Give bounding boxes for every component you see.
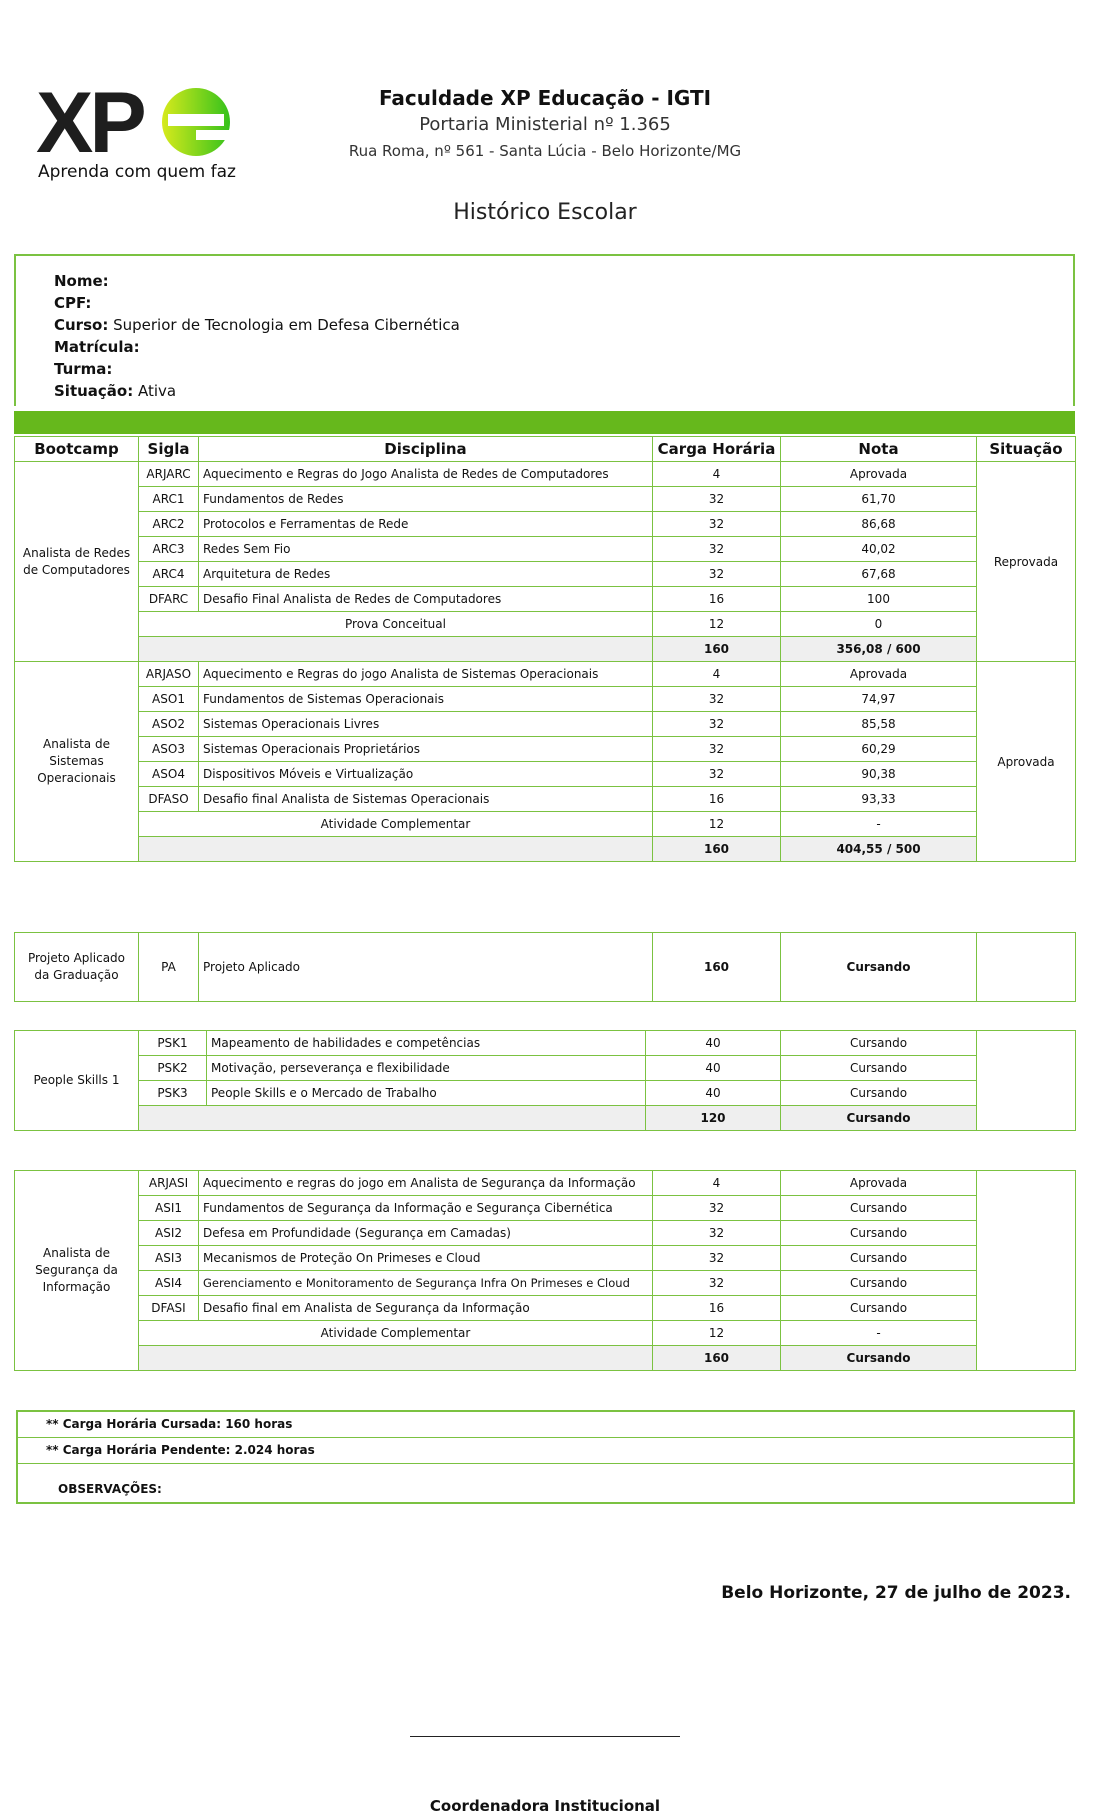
table-row: [15, 562, 1076, 587]
table-cell: Cursando: [781, 933, 977, 1002]
table-row: [15, 612, 1076, 637]
table-row: [15, 462, 1076, 487]
table-cell: Cursando: [781, 1221, 977, 1246]
student-turma: Turma:: [54, 360, 113, 378]
table-row: [15, 512, 1076, 537]
logo-tagline: Aprenda com quem faz: [38, 162, 236, 182]
table-cell: [139, 637, 653, 662]
table-cell: Analista de Segurança da Informação: [15, 1171, 139, 1371]
table-cell: Aprovada: [781, 662, 977, 687]
table-row: [15, 687, 1076, 712]
table-cell: ASI1: [139, 1196, 199, 1221]
table-cell: DFARC: [139, 587, 199, 612]
col-sigla: Sigla: [139, 437, 199, 462]
signer-role: Coordenadora Institucional: [429, 1797, 661, 1815]
table-cell: 32: [653, 1271, 781, 1296]
table-cell: Motivação, perseverança e flexibilidade: [207, 1056, 646, 1081]
table-cell: -: [781, 1321, 977, 1346]
table-cell: 404,55 / 500: [781, 837, 977, 862]
table-cell: 40: [646, 1031, 781, 1056]
bootcamp-sistemas: Analista de Sistemas Operacionais: [15, 662, 139, 862]
total-row: [15, 1106, 1076, 1131]
table-cell: -: [781, 812, 977, 837]
table-row: [15, 1246, 1076, 1271]
table-cell: 40: [646, 1081, 781, 1106]
table-row: [15, 1196, 1076, 1221]
table-cell: Cursando: [781, 1196, 977, 1221]
table-row: [15, 1221, 1076, 1246]
table-cell: 32: [653, 562, 781, 587]
table-cell: PA: [139, 933, 199, 1002]
grades-table-projeto: [14, 932, 1076, 1002]
table-row: [15, 812, 1076, 837]
table-cell: 40: [646, 1056, 781, 1081]
table-cell: Cursando: [781, 1271, 977, 1296]
table-cell: 0: [781, 612, 977, 637]
table-row: [15, 1056, 1076, 1081]
section-divider-band: [14, 411, 1075, 434]
table-cell: 160: [653, 637, 781, 662]
table-row: [15, 1171, 1076, 1196]
table-cell: 160: [653, 933, 781, 1002]
table-cell: ARJASI: [139, 1171, 199, 1196]
table-cell: ARC2: [139, 512, 199, 537]
table-cell: ASO1: [139, 687, 199, 712]
table-cell: Protocolos e Ferramentas de Rede: [199, 512, 653, 537]
table-cell: 32: [653, 537, 781, 562]
institution-address: Rua Roma, nº 561 - Santa Lúcia - Belo Horizonte/MG: [348, 142, 742, 160]
table-cell: Aprovada: [781, 1171, 977, 1196]
table-cell: 160: [653, 837, 781, 862]
table-cell: ASI3: [139, 1246, 199, 1271]
table-cell: Cursando: [781, 1031, 977, 1056]
table-cell: Mapeamento de habilidades e competências: [207, 1031, 646, 1056]
table-cell: Aquecimento e regras do jogo em Analista de Segurança da Informação: [199, 1171, 653, 1196]
table-cell: 4: [653, 462, 781, 487]
table-cell: 32: [653, 487, 781, 512]
table-cell: ARC4: [139, 562, 199, 587]
table-cell: Cursando: [781, 1296, 977, 1321]
table-row: [15, 537, 1076, 562]
table-cell: 16: [653, 587, 781, 612]
table-cell: 12: [653, 1321, 781, 1346]
table-cell: Cursando: [781, 1346, 977, 1371]
table-cell: DFASI: [139, 1296, 199, 1321]
institution-name: Faculdade XP Educação - IGTI: [378, 86, 712, 110]
table-row: [15, 487, 1076, 512]
table-cell: Prova Conceitual: [139, 612, 653, 637]
table-cell: Sistemas Operacionais Proprietários: [199, 737, 653, 762]
observacoes: OBSERVAÇÕES:: [58, 1482, 162, 1496]
table-cell: 32: [653, 512, 781, 537]
grades-table-seguranca: [14, 1170, 1076, 1371]
table-cell: 32: [653, 712, 781, 737]
col-nota: Nota: [781, 437, 977, 462]
table-row: [15, 1296, 1076, 1321]
table-cell: 12: [653, 812, 781, 837]
table-cell: Cursando: [781, 1106, 977, 1131]
table-cell: Desafio final em Analista de Segurança da Informação: [199, 1296, 653, 1321]
table-row: [15, 1031, 1076, 1056]
table-cell: 74,97: [781, 687, 977, 712]
table-cell: 85,58: [781, 712, 977, 737]
table-cell: [139, 1106, 646, 1131]
summary-box: [16, 1410, 1075, 1504]
table-cell: Aprovada: [781, 462, 977, 487]
table-row: [15, 1271, 1076, 1296]
table-cell: ARC1: [139, 487, 199, 512]
table-cell: ASI4: [139, 1271, 199, 1296]
table-cell: 4: [653, 1171, 781, 1196]
situacao-redes: Reprovada: [977, 462, 1076, 662]
table-cell: Redes Sem Fio: [199, 537, 653, 562]
table-cell: 32: [653, 762, 781, 787]
institution-portaria: Portaria Ministerial nº 1.365: [419, 114, 671, 135]
table-cell: Desafio Final Analista de Redes de Computadores: [199, 587, 653, 612]
table-cell: People Skills e o Mercado de Trabalho: [207, 1081, 646, 1106]
table-cell: Mecanismos de Proteção On Primeses e Cloud: [199, 1246, 653, 1271]
table-row: [15, 787, 1076, 812]
table-cell: Fundamentos de Redes: [199, 487, 653, 512]
document-date: Belo Horizonte, 27 de julho de 2023.: [721, 1583, 1071, 1603]
table-cell: Gerenciamento e Monitoramento de Segurança Infra On Primeses e Cloud: [199, 1271, 653, 1296]
table-cell: 16: [653, 787, 781, 812]
table-cell: 61,70: [781, 487, 977, 512]
table-cell: 32: [653, 737, 781, 762]
table-cell: Aquecimento e Regras do jogo Analista de Sistemas Operacionais: [199, 662, 653, 687]
table-cell: 32: [653, 1246, 781, 1271]
table-cell: 60,29: [781, 737, 977, 762]
table-cell: DFASO: [139, 787, 199, 812]
table-cell: Fundamentos de Sistemas Operacionais: [199, 687, 653, 712]
table-cell: Cursando: [781, 1081, 977, 1106]
table-cell: ARJASO: [139, 662, 199, 687]
table-cell: [139, 1346, 653, 1371]
table-cell: ASO3: [139, 737, 199, 762]
table-row: [15, 662, 1076, 687]
table-cell: Cursando: [781, 1246, 977, 1271]
table-cell: 32: [653, 1196, 781, 1221]
table-cell: 67,68: [781, 562, 977, 587]
total-row: [15, 637, 1076, 662]
student-nome: Nome:: [54, 272, 109, 290]
student-curso: Curso: Superior de Tecnologia em Defesa Cibernética: [54, 316, 460, 334]
table-row: [15, 933, 1076, 1002]
table-cell: [977, 1031, 1076, 1131]
table-cell: [977, 1171, 1076, 1371]
col-situacao: Situação: [977, 437, 1076, 462]
situacao-sistemas: Aprovada: [977, 662, 1076, 862]
table-cell: 90,38: [781, 762, 977, 787]
grades-table-main: [14, 436, 1076, 862]
table-cell: 93,33: [781, 787, 977, 812]
table-cell: [977, 933, 1076, 1002]
table-cell: ARC3: [139, 537, 199, 562]
total-row: [15, 1346, 1076, 1371]
table-cell: Atividade Complementar: [139, 812, 653, 837]
table-cell: Dispositivos Móveis e Virtualização: [199, 762, 653, 787]
table-cell: Fundamentos de Segurança da Informação e Segurança Cibernética: [199, 1196, 653, 1221]
table-cell: 40,02: [781, 537, 977, 562]
table-cell: [139, 837, 653, 862]
table-cell: 12: [653, 612, 781, 637]
col-bootcamp: Bootcamp: [15, 437, 139, 462]
signature-line: [410, 1736, 680, 1737]
table-cell: 356,08 / 600: [781, 637, 977, 662]
carga-cursada: ** Carga Horária Cursada: 160 horas: [18, 1412, 1073, 1438]
document-title: Histórico Escolar: [453, 200, 637, 225]
table-cell: 16: [653, 1296, 781, 1321]
table-cell: 4: [653, 662, 781, 687]
table-cell: 100: [781, 587, 977, 612]
total-row: [15, 837, 1076, 862]
table-row: [15, 1081, 1076, 1106]
table-cell: ASO2: [139, 712, 199, 737]
student-situacao: Situação: Ativa: [54, 382, 177, 400]
table-cell: Cursando: [781, 1056, 977, 1081]
col-disciplina: Disciplina: [199, 437, 653, 462]
table-cell: Aquecimento e Regras do Jogo Analista de Redes de Computadores: [199, 462, 653, 487]
table-cell: PSK3: [139, 1081, 207, 1106]
table-cell: Arquitetura de Redes: [199, 562, 653, 587]
table-cell: ASI2: [139, 1221, 199, 1246]
table-cell: Sistemas Operacionais Livres: [199, 712, 653, 737]
col-carga: Carga Horária: [653, 437, 781, 462]
table-cell: People Skills 1: [15, 1031, 139, 1131]
table-cell: 160: [653, 1346, 781, 1371]
table-cell: Projeto Aplicado: [199, 933, 653, 1002]
student-info-box: [14, 254, 1075, 406]
table-cell: Defesa em Profundidade (Segurança em Camadas): [199, 1221, 653, 1246]
bootcamp-redes: Analista de Redes de Computadores: [15, 462, 139, 662]
table-cell: 120: [646, 1106, 781, 1131]
svg-text:XP: XP: [36, 84, 143, 171]
student-matricula: Matrícula:: [54, 338, 140, 356]
table-cell: Projeto Aplicado da Graduação: [15, 933, 139, 1002]
table-cell: Atividade Complementar: [139, 1321, 653, 1346]
table-row: [15, 712, 1076, 737]
table-row: [15, 1321, 1076, 1346]
table-row: [15, 762, 1076, 787]
carga-pendente: ** Carga Horária Pendente: 2.024 horas: [18, 1438, 1073, 1464]
table-cell: PSK2: [139, 1056, 207, 1081]
table-cell: ASO4: [139, 762, 199, 787]
table-cell: Desafio final Analista de Sistemas Operacionais: [199, 787, 653, 812]
table-cell: PSK1: [139, 1031, 207, 1056]
table-cell: 86,68: [781, 512, 977, 537]
table-row: [15, 737, 1076, 762]
student-cpf: CPF:: [54, 294, 92, 312]
table-row: [15, 587, 1076, 612]
table-cell: ARJARC: [139, 462, 199, 487]
grades-table-people-skills: [14, 1030, 1076, 1131]
table-cell: 32: [653, 687, 781, 712]
table-cell: 32: [653, 1221, 781, 1246]
